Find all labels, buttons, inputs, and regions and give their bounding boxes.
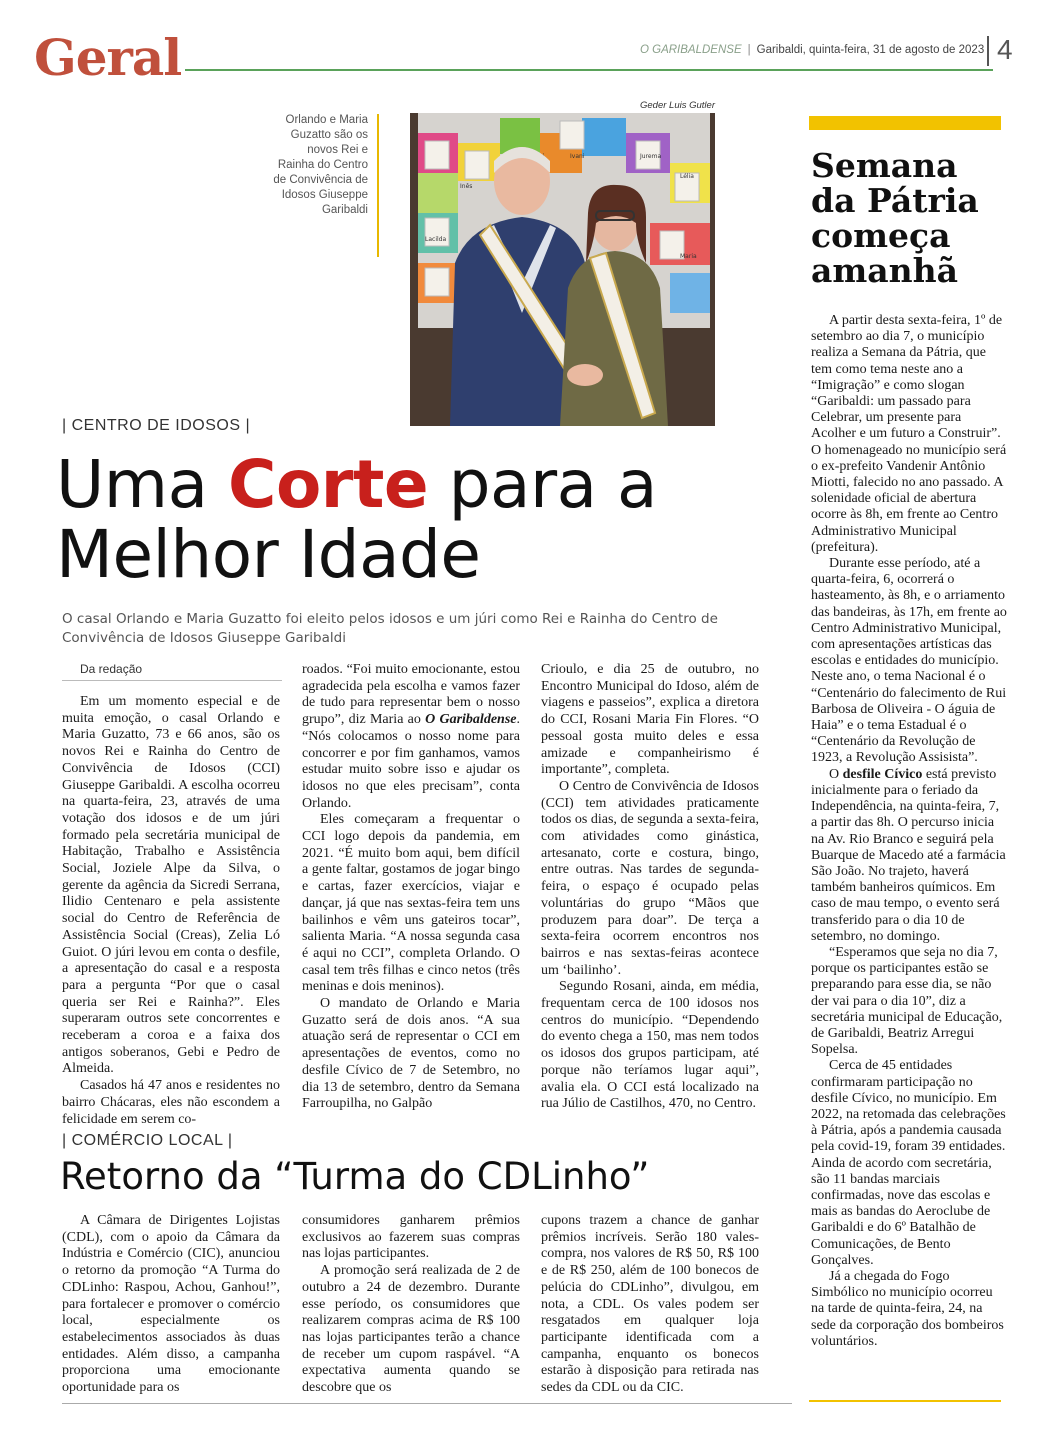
header-rule — [185, 69, 993, 71]
paragraph: A Câmara de Dirigentes Lojistas (CDL), com o apoio da Câmara da Indústria e Comércio (CIC), anunciou o retorno da promoção “A Turma do CDLinho: Raspou, Achou, Ganhou!”, para fortalecer e promover o comércio local, especialmente os estabelecimentos associados às duas entidades. Além disso, a campanha proporciona uma emocionante oportunidade para os — [62, 1213, 280, 1396]
sidebar-accent-bar — [809, 116, 1001, 130]
wall-name: Inês — [460, 183, 473, 190]
caption-rule — [377, 114, 379, 257]
paragraph: A promoção será realizada de 2 de outubro a 24 de dezembro. Durante esse período, os consumidores que realizarem compras acima de R$ 100 nas lojas participantes terão a chance de receber um cupom raspável. “A expectativa aumenta quando se descobre que os — [302, 1263, 520, 1396]
article-column-3 — [541, 662, 759, 1113]
paragraph: roados. “Foi muito emocionante, estou agradecida pela escolha e vamos fazer de tudo para representar bem o nosso grupo”, diz Maria ao O Garibaldense. “Nós colocamos o nosso nome para concorrer e por fim ganhamos, vamos estudar muito sobre isso e ajudar os idosos no que eles precisam”, conta Orlando. — [302, 662, 520, 811]
photo-caption: Orlando e Maria Guzatto são os novos Rei e Rainha do Centro de Convivência de Idosos Giuseppe Garibaldi — [273, 114, 368, 216]
paragraph: “Esperamos que seja no dia 7, porque os participantes estão se preparando para esse dia, se não der vai para o dia 10”, diz a secretária municipal de Educação, de Garibaldi, Beatriz Arregui Sopelsa. — [811, 944, 1003, 1058]
paragraph: cupons trazem a chance de ganhar prêmios incríveis. Serão 180 vales-compra, nos valores de R$ 50, R$ 100 e de R$ 250, além de 100 bonecos de pelúcia do CDLinho”, divulgou, em nota, a CDL. Os vales podem ser resgatados em qualquer loja participante identificada com a campanha, enquanto os bonecos estarão à disposição para retirada nas sedes da CDL ou da CIC. — [541, 1213, 759, 1396]
paragraph: O desfile Cívico está previsto inicialmente para o feriado da Independência, na quinta-feira, 7, a partir das 8h. O percurso inicia na Av. Rio Branco e seguirá pela Buarque de Macedo até a farmácia São João. No trajeto, haverá também banheiros químicos. Em caso de mau tempo, o evento será transferido para o dia 10 de setembro, no domingo. — [811, 766, 1006, 944]
header-dateline: O GARIBALDENSE | Garibaldi, quinta-feira, 31 de agosto de 2023 — [640, 44, 985, 56]
page-number-divider — [987, 36, 989, 66]
paragraph: A partir desta sexta-feira, 1º de setembro ao dia 7, o município realiza a Semana da Pátria, que tem como tema neste ano a “Imigração” e como slogan “Garibaldi: um passado para Celebrar, um presente para Acolher e um futuro a Construir”. O homenageado no município será o ex-prefeito Vandenir Antônio Miotti, falecido no ano passado. A solenidade oficial de abertura ocorre às 8h, em frente ao Centro Administrativo Municipal (prefeitura). — [811, 313, 1007, 555]
paragraph: Crioulo, e dia 25 de outubro, no Encontro Municipal do Idoso, além de viagens e passeios”, explica a diretora do CCI, Rosani Maria Fin Flores. “O pessoal gosta muito deles e essa amizade e companheirismo é importante”, completa. — [541, 662, 759, 778]
article-subhead: O casal Orlando e Maria Guzatto foi eleito pelos idosos e um júri como Rei e Rainha do Centro de Convivência de Idosos Giuseppe Garibaldi — [62, 611, 718, 646]
paragraph: Cerca de 45 entidades confirmaram participação no desfile Cívico, no município. Em 2022, na retomada das celebrações à Pátria, após a pandemia causada pela covid-19, foram 39 entidades. Ainda de acordo com secretária, são 11 bandas marciais confirmadas, nove das escolas e mais as bandas do Aeroclube de Garibaldi e do 6º Batalhão de Comunicações, de Bento Gonçalves. — [811, 1058, 1006, 1268]
byline: Da redação — [80, 662, 143, 676]
wall-name: Lélia — [680, 173, 694, 180]
sidebar-bottom-bar — [809, 1400, 1001, 1402]
issue-date: Garibaldi, quinta-feira, 31 de agosto de 2023 — [756, 44, 985, 56]
paragraph: Segundo Rosani, ainda, em média, frequentam cerca de 100 idosos nos centros do município. “Dependendo do evento chega a 150, mas nem todos os idosos dos grupos participam, até porque não teríamos lugar aqui”, avalia ela. O CCI está localizado na rua Júlio de Castilhos, 470, no Centro. — [541, 979, 759, 1112]
article-headline: Retorno da “Turma do CDLinho” — [60, 1155, 650, 1198]
wall-name: Ivani — [570, 153, 585, 160]
bottom-rule — [62, 1403, 792, 1404]
photo-credit: Geder Luis Gutler — [640, 100, 715, 111]
paragraph: Durante esse período, até a quarta-feira, 6, ocorrerá o hasteamento, às 8h, e o arriamento das bandeiras, às 17h, em frente ao Centro Administrativo Municipal, com apresentações artísticas das escolas e entidades do município. Neste ano, o tema Nacional é o “Centenário do falecimento de Rui Barbosa de Oliveira - O águia de Haia” e o tema Estadual é o “Centenário da Revolução de 1923, a Revolução Assisista”. — [811, 556, 1007, 766]
paragraph: O Centro de Convivência de Idosos (CCI) tem atividades praticamente todos os dias, de segunda a sexta-feira, com atividades como ginástica, artesanato, corte e costura, bingo, entre outras. Nas tardes de segunda-feira, o espaço é ocupado pelas voluntárias do grupo “Mãos que produzem para doar”. De terça a sexta-feira ocorrem encontros nos bairros e nas sextas-feiras acontece um ‘bailinho’. — [541, 778, 759, 978]
page-number: 4 — [997, 34, 1013, 65]
wall-name: Maria — [680, 253, 697, 260]
paragraph: consumidores ganharem prêmios exclusivos ao fazerem suas compras nas lojas participantes. — [302, 1213, 520, 1262]
byline-rule — [62, 680, 282, 681]
paragraph: Eles começaram a frequentar o CCI logo depois da pandemia, em 2021. “É muito bom aqui, bem difícil a gente faltar, gostamos de jogar bingo e cartas, fazer exercícios, viajar e dançar, já que nas sextas-feira tem uns bailinhos e vêm uns gateiros tocar”, salienta Maria. “A nossa segunda casa é aqui no CCI”, completa Orlando. O casal tem três filhas e cinco netos (três meninas e dois meninos). — [302, 812, 520, 995]
article-kicker: | COMÉRCIO LOCAL | — [62, 1132, 233, 1149]
article-column-2 — [302, 662, 520, 1113]
wall-name: Jurema — [640, 153, 662, 160]
article-column-1 — [62, 1213, 280, 1397]
article-kicker: | CENTRO DE IDOSOS | — [62, 417, 251, 434]
article-column-2 — [302, 1213, 520, 1397]
sidebar-title: Semana da Pátria começa amanhã — [811, 146, 979, 290]
article-column-1 — [62, 694, 280, 1128]
wall-name: Lacilda — [425, 236, 447, 243]
paragraph: Já a chegada do Fogo Simbólico no município ocorreu na tarde de quinta-feira, 24, na sede da corporação dos bombeiros voluntários. — [811, 1268, 1004, 1349]
article-column-3 — [541, 1213, 759, 1397]
section-title: Geral — [34, 28, 182, 87]
photo-illustration — [410, 113, 715, 426]
paragraph: Casados há 47 anos e residentes no bairro Chácaras, eles não escondem a felicidade em serem co- — [62, 1078, 280, 1127]
paragraph: Em um momento especial e de muita emoção, o casal Orlando e Maria Guzatto, 73 e 66 anos, são os novos Rei e Rainha do Centro de Convivência de Idosos (CCI) Giuseppe Garibaldi. A escolha ocorreu na quarta-feira, 23, através de uma votação dos idosos e de um júri formado pela secretária municipal de Habitação, Trabalho e Assistência Social, Joziele Alpe da Silva, o gerente da agência da Sicredi Serrana, Ilidio Centenaro e pela assistente social do Centro de Referência de Assistência Social (Creas), Zelia Ló Guiot. O júri levou em conta o desfile, a apresentação do casal e a resposta para a pergunta “Por que o casal queria ser Rei e Rainha?”. Eles superaram outros sete concorrentes e receberam a coroa e a faixa dos antigos soberanos, Gebi e Pedro de Almeida. — [62, 694, 280, 1077]
king-queen-photo — [410, 113, 715, 426]
paragraph: O mandato de Orlando e Maria Guzatto será de dois anos. “A sua atuação será de representar o CCI em apresentações de eventos, como no desfile Cívico de 7 de Setembro, no dia 13 de setembro, dentro da Semana Farroupilha, no Galpão — [302, 996, 520, 1112]
sidebar-body — [811, 313, 1007, 1350]
publication-name: O GARIBALDENSE — [640, 44, 742, 56]
article-headline: Uma Corte para a Melhor Idade — [56, 446, 657, 593]
